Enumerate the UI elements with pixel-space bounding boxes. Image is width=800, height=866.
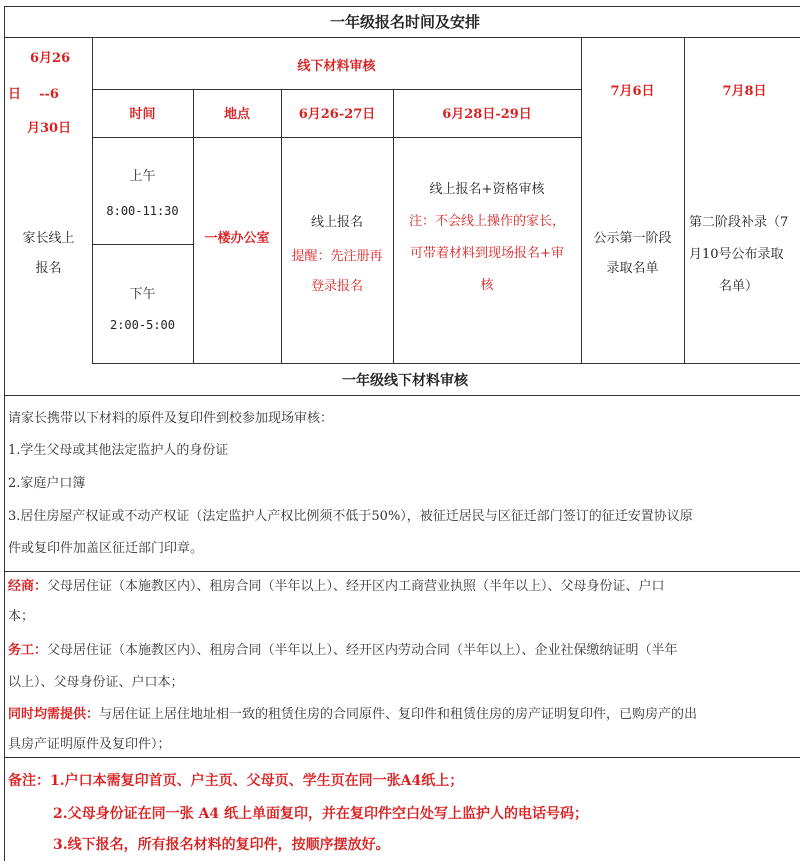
business-line1	[8, 577, 665, 597]
note-line1: 备注：1.户口本需复印首页、户主页、父母页、学生页在同一张A4纸上；	[8, 773, 464, 789]
header-location: 地点	[223, 107, 250, 122]
pm-time: 2:00-5:00	[109, 318, 176, 332]
date-range-line1: 6月26	[30, 51, 71, 66]
am-label: 上午	[129, 169, 156, 184]
parent-online-line1: 家长线上	[22, 231, 75, 246]
note-line3: 3.线下报名，所有报名材料的复印件，按顺序摆放好。	[53, 837, 390, 853]
d1-reminder-line1: 提醒：先注册再	[291, 249, 383, 264]
note-line2: 2.父母身份证在同一张 A4 纸上单面复印，并在复印件空白处写上监护人的电话号码；	[53, 806, 588, 822]
materials-item: 件或复印件加盖区征迁部门印章。	[8, 541, 204, 556]
grid-line	[5, 395, 800, 396]
table-title: 一年级报名时间及安排	[329, 13, 480, 31]
materials-intro: 请家长携带以下材料的原件及复印件到校参加现场审核：	[8, 411, 334, 426]
offline-review-header: 线下材料审核	[297, 59, 376, 74]
enrollment-sheet	[4, 6, 800, 861]
date-range-line3: 月30日	[27, 121, 72, 136]
header-jul8: 7月8日	[722, 84, 767, 99]
d2-line1: 线上报名+资格审核	[429, 182, 545, 197]
location-value: 一楼办公室	[204, 231, 270, 246]
labor-line1	[8, 641, 678, 661]
grid-line	[92, 244, 193, 245]
grid-line	[193, 89, 194, 363]
materials-title: 一年级线下材料审核	[342, 373, 468, 389]
jul8-line3: 名单）	[719, 279, 759, 294]
jul8-line1: 第二阶段补录（7	[689, 215, 789, 230]
grid-line	[92, 363, 800, 364]
d1-reminder-line2: 登录报名	[310, 279, 363, 294]
d2-note-line3: 核	[480, 278, 494, 293]
d2-note-line1: 注：不会线上操作的家长，	[408, 214, 565, 229]
date-range-line2: 日 --6	[8, 87, 59, 102]
labor-label: 务工：	[8, 643, 48, 658]
also-label: 同时均需提供：	[8, 707, 100, 722]
jul8-line2: 月10号公布录取	[689, 247, 784, 262]
also-line2: 具房产证明原件及复印件）；	[8, 737, 171, 752]
materials-item: 2.家庭户口簿	[8, 476, 86, 491]
grid-line	[5, 757, 800, 758]
labor-line2: 以上）、父母身份证、户口本；	[8, 675, 184, 690]
materials-item: 1.学生父母或其他法定监护人的身份证	[8, 443, 229, 458]
pm-label: 下午	[129, 287, 156, 302]
labor-text: 父母居住证（本施教区内）、租房合同（半年以上）、经开区内劳动合同（半年以上）、企业社保缴纳证明（半年	[47, 643, 678, 658]
business-text: 父母居住证（本施教区内）、租房合同（半年以上）、经开区内工商营业执照（半年以上）、父母身份证、户口	[47, 579, 665, 594]
grid-line	[5, 571, 800, 572]
jul6-line1: 公示第一阶段	[593, 231, 672, 246]
business-line2: 本；	[8, 609, 35, 624]
materials-item: 3.居住房屋产权证或不动产权证（法定监护人产权比例须不低于50%），被征迁居民与区征迁部门签订的征迁安置协议原	[8, 509, 693, 524]
also-text: 与居住证上居住地址相一致的租赁住房的合同原件、复印件和租赁住房的房产证明复印件，已购房产的出	[99, 707, 698, 722]
parent-online-line2: 报名	[35, 261, 62, 276]
business-label: 经商：	[8, 579, 48, 594]
header-date-1: 6月26-27日	[298, 107, 376, 122]
grid-line	[5, 37, 800, 38]
grid-line	[92, 89, 581, 90]
am-time: 8:00-11:30	[106, 204, 179, 218]
d2-note-line2: 可带着材料到现场报名+审	[410, 246, 564, 261]
header-jul6: 7月6日	[610, 84, 655, 99]
header-time: 时间	[129, 107, 156, 122]
jul6-line2: 录取名单	[606, 261, 659, 276]
also-line1	[8, 705, 697, 725]
d1-line1: 线上报名	[310, 215, 363, 230]
grid-line	[92, 137, 581, 138]
header-date-2: 6月28日-29日	[442, 107, 532, 122]
